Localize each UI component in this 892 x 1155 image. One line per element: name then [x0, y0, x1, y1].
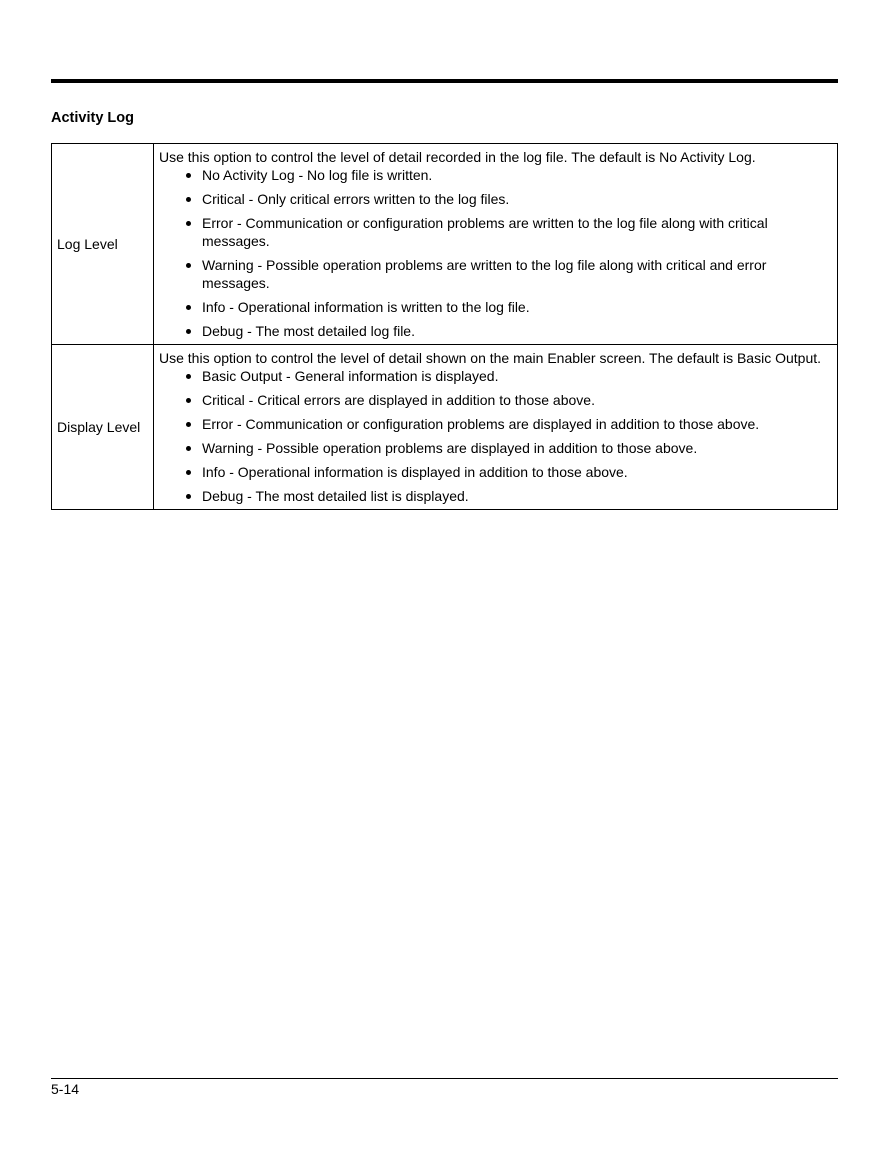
- bullet-icon: [186, 470, 191, 475]
- list-item-text: Debug - The most detailed log file.: [202, 323, 415, 339]
- option-description: [154, 144, 838, 345]
- bullet-icon: [186, 173, 191, 178]
- list-item-text: Critical - Only critical errors written to the log files.: [202, 191, 510, 207]
- list-item: [158, 256, 833, 292]
- page-number: 5-14: [51, 1081, 80, 1097]
- option-list: [158, 367, 833, 505]
- option-label: Log Level: [52, 144, 154, 345]
- list-item-text: Error - Communication or configuration problems are written to the log file along with critical messages.: [202, 215, 768, 249]
- list-item-text: Info - Operational information is written to the log file.: [202, 299, 530, 315]
- header-rule: [51, 79, 838, 83]
- list-item: [158, 415, 833, 433]
- list-item-text: Debug - The most detailed list is displayed.: [202, 488, 469, 504]
- table-row: [52, 345, 838, 510]
- list-item: [158, 214, 833, 250]
- list-item: [158, 166, 833, 184]
- list-item-text: Basic Output - General information is displayed.: [202, 368, 499, 384]
- list-item-text: Info - Operational information is displayed in addition to those above.: [202, 464, 628, 480]
- bullet-icon: [186, 398, 191, 403]
- list-item-text: Critical - Critical errors are displayed in addition to those above.: [202, 392, 595, 408]
- list-item: [158, 190, 833, 208]
- options-table: [51, 143, 838, 510]
- list-item: [158, 298, 833, 316]
- option-list: [158, 166, 833, 340]
- bullet-icon: [186, 422, 191, 427]
- bullet-icon: [186, 446, 191, 451]
- option-description: [154, 345, 838, 510]
- list-item-text: Warning - Possible operation problems are displayed in addition to those above.: [202, 440, 698, 456]
- list-item: [158, 322, 833, 340]
- bullet-icon: [186, 494, 191, 499]
- table-row: [52, 144, 838, 345]
- bullet-icon: [186, 374, 191, 379]
- option-intro: Use this option to control the level of detail shown on the main Enabler screen. The default is Basic Output.: [159, 350, 822, 366]
- option-label: Display Level: [52, 345, 154, 510]
- list-item: [158, 391, 833, 409]
- option-intro: Use this option to control the level of detail recorded in the log file. The default is No Activity Log.: [159, 149, 756, 165]
- list-item-text: Warning - Possible operation problems are written to the log file along with critical and error messages.: [202, 257, 767, 291]
- bullet-icon: [186, 263, 191, 268]
- bullet-icon: [186, 305, 191, 310]
- bullet-icon: [186, 197, 191, 202]
- section-title: Activity Log: [51, 110, 134, 126]
- bullet-icon: [186, 329, 191, 334]
- list-item-text: No Activity Log - No log file is written.: [202, 167, 433, 183]
- bullet-icon: [186, 221, 191, 226]
- footer-rule: [51, 1078, 838, 1079]
- list-item: [158, 439, 833, 457]
- list-item-text: Error - Communication or configuration problems are displayed in addition to those above.: [202, 416, 760, 432]
- list-item: [158, 463, 833, 481]
- list-item: [158, 487, 833, 505]
- list-item: [158, 367, 833, 385]
